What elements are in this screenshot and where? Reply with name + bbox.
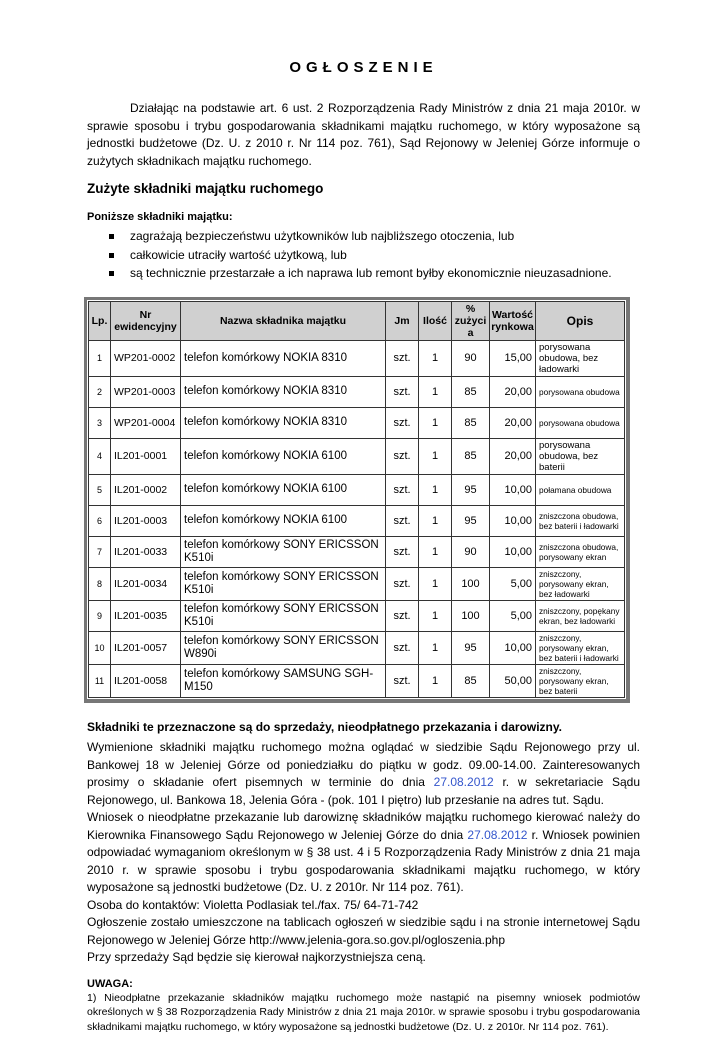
document-page — [87, 0, 640, 1054]
assets-table-frame — [84, 297, 630, 704]
header-row — [89, 301, 625, 340]
contact-paragraph: Osoba do kontaktów: Violetta Podlasiak tel./fax. 75/ 64-71-742 — [87, 897, 419, 912]
cell-name: telefon komórkowy NOKIA 6100 — [181, 438, 386, 474]
text: Wymienione składniki majątku ruchomego można oglądać w siedzibie Sądu Rejonowego przy ul. Bankowej 18 w Jeleniej Górze od poniedziałku do piątku w godz. 09.00-14.00. Zainteresowanych prosimy o składanie ofert pisemnych w terminie do dnia — [87, 740, 640, 790]
cell-lp: 5 — [89, 474, 111, 505]
column-header: % zużycia — [452, 301, 490, 340]
cell-lp: 7 — [89, 536, 111, 567]
cell-wear: 85 — [452, 665, 490, 698]
list-item — [87, 246, 640, 265]
cell-jm: szt. — [386, 474, 419, 505]
table-row — [89, 438, 625, 474]
cell-wear: 85 — [452, 376, 490, 407]
details-section — [87, 739, 640, 967]
cell-name: telefon komórkowy SONY ERICSSON W890i — [181, 632, 386, 665]
cell-jm: szt. — [386, 407, 419, 438]
cell-nr: IL201-0035 — [111, 600, 181, 631]
cell-value: 20,00 — [490, 407, 536, 438]
cell-jm: szt. — [386, 376, 419, 407]
cell-name: telefon komórkowy SAMSUNG SGH-M150 — [181, 665, 386, 698]
cell-lp: 9 — [89, 600, 111, 631]
cell-nr: IL201-0003 — [111, 505, 181, 536]
cell-name: telefon komórkowy SONY ERICSSON K510i — [181, 600, 386, 631]
cell-wear: 95 — [452, 632, 490, 665]
table-row — [89, 600, 625, 631]
list-item-text: są technicznie przestarzałe a ich naprawa lub remont byłby ekonomicznie nieuzasadnione. — [130, 266, 612, 280]
list-item — [87, 264, 640, 283]
cell-name: telefon komórkowy SONY ERICSSON K510i — [181, 536, 386, 567]
cell-lp: 2 — [89, 376, 111, 407]
cell-lp: 8 — [89, 567, 111, 600]
page-title: OGŁOSZENIE — [289, 59, 438, 76]
text: Wniosek o nieodpłatne przekazanie lub darowiznę składników majątku ruchomego kierować należy do Kierownika Finansowego Sądu Rejonowego w Jeleniej Górze do dnia — [87, 810, 640, 842]
cell-lp: 11 — [89, 665, 111, 698]
cell-value: 5,00 — [490, 567, 536, 600]
cell-value: 20,00 — [490, 438, 536, 474]
table-row — [89, 340, 625, 376]
cell-desc: zniszczona obudowa, porysowany ekran — [536, 536, 625, 567]
note-title: UWAGA: — [87, 977, 133, 990]
bullet-icon — [109, 271, 114, 276]
cell-desc: zniszczony, porysowany ekran, bez ładowarki — [536, 567, 625, 600]
cell-jm: szt. — [386, 340, 419, 376]
cell-jm: szt. — [386, 665, 419, 698]
bullet-icon — [109, 253, 114, 258]
cell-desc: porysowana obudowa — [536, 407, 625, 438]
cell-desc: połamana obudowa — [536, 474, 625, 505]
cell-jm: szt. — [386, 567, 419, 600]
column-header: Jm — [386, 301, 419, 340]
cell-qty: 1 — [419, 340, 452, 376]
cell-wear: 95 — [452, 474, 490, 505]
cell-wear: 90 — [452, 340, 490, 376]
cell-lp: 3 — [89, 407, 111, 438]
cell-qty: 1 — [419, 632, 452, 665]
cell-nr: IL201-0001 — [111, 438, 181, 474]
cell-qty: 1 — [419, 438, 452, 474]
column-header: Wartość rynkowa — [490, 301, 536, 340]
cell-wear: 85 — [452, 438, 490, 474]
cell-jm: szt. — [386, 438, 419, 474]
cell-jm: szt. — [386, 536, 419, 567]
cell-jm: szt. — [386, 600, 419, 631]
cell-value: 50,00 — [490, 665, 536, 698]
column-header: Lp. — [89, 301, 111, 340]
cell-lp: 10 — [89, 632, 111, 665]
table-row — [89, 665, 625, 698]
cell-desc: zniszczony, popękany ekran, bez ładowarki — [536, 600, 625, 631]
cell-wear: 90 — [452, 536, 490, 567]
column-header: Ilość — [419, 301, 452, 340]
price-paragraph: Przy sprzedaży Sąd będzie się kierował najkorzystniejsza ceną. — [87, 950, 426, 965]
cell-jm: szt. — [386, 505, 419, 536]
purpose-statement: Składniki te przeznaczone są do sprzedaży, nieodpłatnego przekazania i darowizny. — [87, 720, 563, 735]
column-header: Nr ewidencyjny — [111, 301, 181, 340]
criteria-list — [87, 227, 640, 283]
text: r. w sekretariacie Sądu Rejonowego, ul. Bankowa 18, Jelenia Góra - (pok. 101 I piętro) lub przesłanie na adres tut. Sądu. — [87, 775, 640, 807]
cell-wear: 100 — [452, 600, 490, 631]
column-header: Nazwa składnika majątku — [181, 301, 386, 340]
cell-desc: zniszczony, porysowany ekran, bez baterii i ładowarki — [536, 632, 625, 665]
cell-value: 10,00 — [490, 536, 536, 567]
bullet-icon — [109, 234, 114, 239]
column-header: Opis — [536, 301, 625, 340]
intro-paragraph: Działając na podstawie art. 6 ust. 2 Rozporządzenia Rady Ministrów z dnia 21 maja 2010r. w sprawie sposobu i trybu gospodarowania składnikami majątku ruchomego, w który wyposażone są jednostki budżetowe (Dz. U. z 2010 r. Nr 114 poz. 761), Sąd Rejonowy w Jeleniej Górze informuje o zużytych składnikach majątku ruchomego. — [87, 101, 640, 168]
table-row — [89, 505, 625, 536]
list-item-text: całkowicie utraciły wartość użytkową, lub — [130, 247, 347, 262]
table-row — [89, 376, 625, 407]
table-row — [89, 407, 625, 438]
cell-wear: 100 — [452, 567, 490, 600]
cell-name: telefon komórkowy NOKIA 8310 — [181, 376, 386, 407]
assets-table — [88, 301, 625, 699]
cell-lp: 6 — [89, 505, 111, 536]
cell-nr: WP201-0003 — [111, 376, 181, 407]
cell-desc: porysowana obudowa — [536, 376, 625, 407]
cell-jm: szt. — [386, 632, 419, 665]
cell-lp: 1 — [89, 340, 111, 376]
cell-desc: porysowana obudowa, bez baterii — [536, 438, 625, 474]
cell-qty: 1 — [419, 567, 452, 600]
table-row — [89, 567, 625, 600]
viewing-paragraph — [87, 739, 640, 809]
cell-desc: zniszczony, porysowany ekran, bez baterii — [536, 665, 625, 698]
note-text: 1) Nieodpłatne przekazanie składników majątku ruchomego może nastąpić na pisemny wniosek podmiotów określonych w § 38 Rozporządzenia Rady Ministrów z dnia 21 maja 2010r. w sprawie sposobu i trybu gospodarowania składnikami majątku ruchomego, w który wyposażone są jednostki budżetowe (Dz. U. z 2010r. Nr 114 poz. 761). — [87, 991, 640, 1033]
cell-desc: porysowana obudowa, bez ładowarki — [536, 340, 625, 376]
cell-qty: 1 — [419, 474, 452, 505]
cell-wear: 95 — [452, 505, 490, 536]
cell-nr: IL201-0058 — [111, 665, 181, 698]
cell-wear: 85 — [452, 407, 490, 438]
cell-nr: IL201-0002 — [111, 474, 181, 505]
section-heading: Zużyte składniki majątku ruchomego — [87, 181, 324, 196]
list-item-text: zagrażają bezpieczeństwu użytkowników lub najbliższego otoczenia, lub — [130, 229, 515, 243]
request-paragraph — [87, 809, 640, 897]
cell-name: telefon komórkowy NOKIA 8310 — [181, 340, 386, 376]
cell-value: 10,00 — [490, 632, 536, 665]
cell-name: telefon komórkowy NOKIA 8310 — [181, 407, 386, 438]
cell-nr: WP201-0002 — [111, 340, 181, 376]
cell-value: 15,00 — [490, 340, 536, 376]
table-row — [89, 632, 625, 665]
cell-name: telefon komórkowy SONY ERICSSON K510i — [181, 567, 386, 600]
published-paragraph: Ogłoszenie zostało umieszczone na tablicach ogłoszeń w siedzibie sądu i na stronie internetowej Sądu Rejonowego w Jeleniej Górze http://www.jelenia-gora.so.gov.pl/ogloszenia.php — [87, 915, 640, 947]
cell-value: 5,00 — [490, 600, 536, 631]
cell-qty: 1 — [419, 407, 452, 438]
cell-qty: 1 — [419, 536, 452, 567]
cell-value: 10,00 — [490, 474, 536, 505]
table-row — [89, 536, 625, 567]
cell-nr: IL201-0057 — [111, 632, 181, 665]
list-item — [87, 227, 640, 246]
cell-value: 20,00 — [490, 376, 536, 407]
cell-qty: 1 — [419, 600, 452, 631]
cell-qty: 1 — [419, 376, 452, 407]
table-row — [89, 474, 625, 505]
text: r. Wniosek powinien odpowiadać wymaganiom określonym w § 38 ust. 4 i 5 Rozporządzenia Rady Ministrów z dnia 21 maja 2010 r. w sprawie sposobu i trybu gospodarowania składnikami majątku ruchomego, w który wyposażone są jednostki budżetowe (Dz. U. z 2010r. Nr 114 poz. 761). — [87, 827, 640, 895]
cell-qty: 1 — [419, 665, 452, 698]
cell-name: telefon komórkowy NOKIA 6100 — [181, 474, 386, 505]
cell-desc: zniszczona obudowa, bez baterii i ładowarki — [536, 505, 625, 536]
cell-nr: IL201-0033 — [111, 536, 181, 567]
cell-lp: 4 — [89, 438, 111, 474]
sub-heading: Poniższe składniki majątku: — [87, 211, 233, 223]
cell-name: telefon komórkowy NOKIA 6100 — [181, 505, 386, 536]
cell-value: 10,00 — [490, 505, 536, 536]
cell-nr: WP201-0004 — [111, 407, 181, 438]
cell-qty: 1 — [419, 505, 452, 536]
deadline-date: 27.08.2012 — [467, 827, 528, 842]
cell-nr: IL201-0034 — [111, 567, 181, 600]
deadline-date: 27.08.2012 — [433, 775, 494, 790]
